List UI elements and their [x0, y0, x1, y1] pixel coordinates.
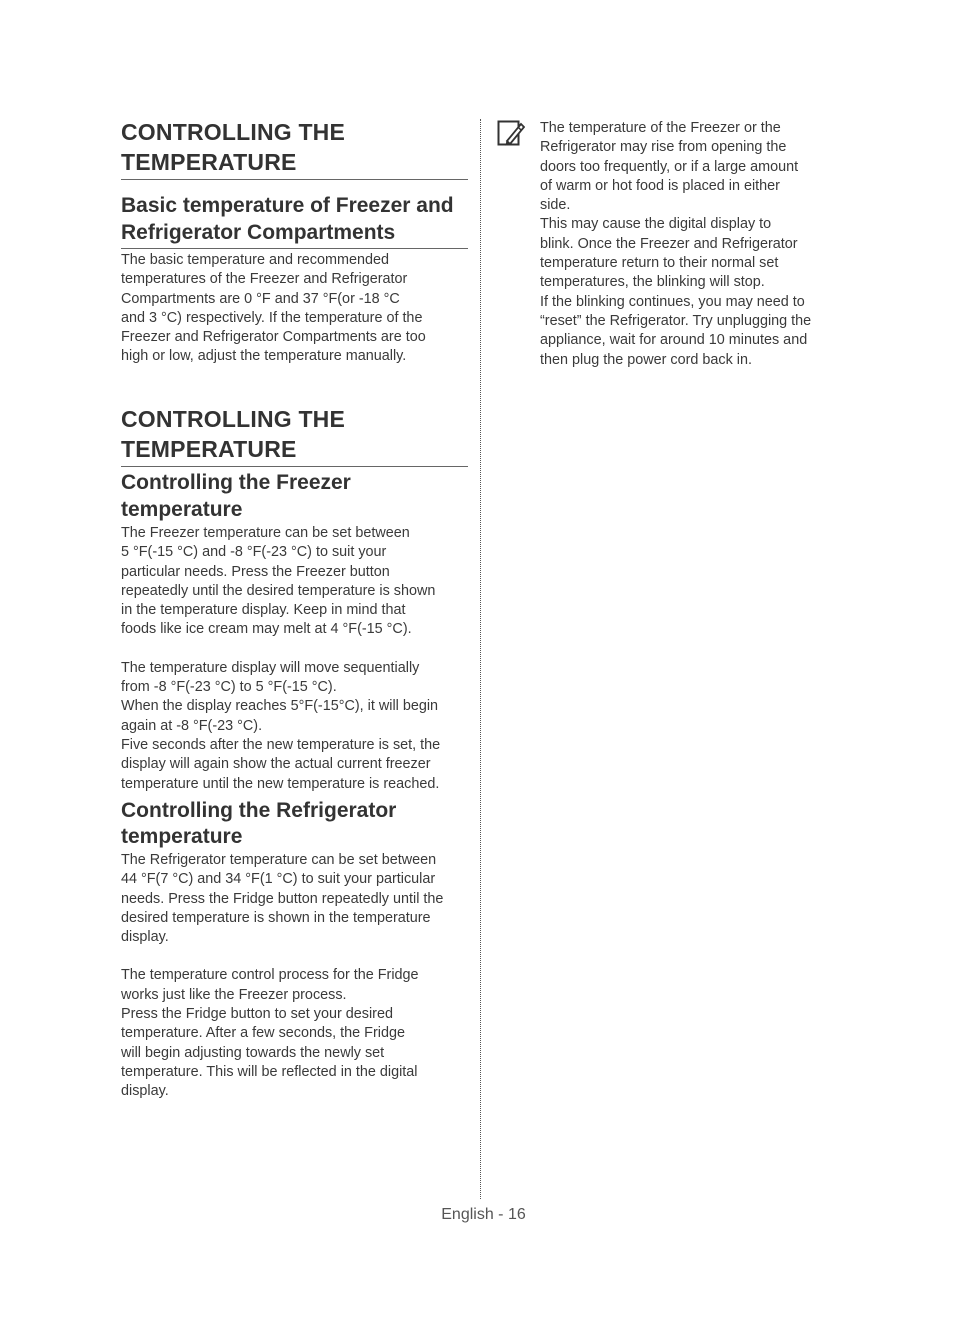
section-subheading: Controlling the Freezer temperature: [121, 471, 351, 521]
section-body: The temperature control process for the Fridge works just like the Freezer process. Press the Fridge button to set your desired temperature. After a few seconds, the Fridge will begin adjusting towards the newly set temperature. This will be reflected in the digital display.: [121, 967, 419, 1100]
page-number: English - 16: [441, 1206, 526, 1223]
section-heading: CONTROLLING THE TEMPERATURE: [121, 117, 468, 180]
note-text: The temperature of the Freezer or the Refrigerator may rise from opening the doors too frequently, or if a large amount of warm or hot food is placed in either side. This may cause the digital display to blink. Once the Freezer and Refrigerator temperature return to their normal set temperatures, the blinking will stop. If the blinking continues, you may need to “reset” the Refrigerator. Try unplugging the appliance, wait for around 10 minutes and then plug the power cord back in.: [540, 120, 812, 368]
section-basic-temperature: [121, 117, 468, 367]
section-heading: CONTROLLING THE TEMPERATURE: [121, 404, 468, 467]
note-pencil-icon: [497, 119, 525, 147]
section-body: The Refrigerator temperature can be set between 44 °F(7 °C) and 34 °F(1 °C) to suit your particular needs. Press the Fridge button repeatedly until the desired temperature is shown in the temperature display.: [121, 852, 444, 946]
section-body: The basic temperature and recommended temperatures of the Freezer and Refrigerator Compartments are 0 °F and 37 °F(or -18 °C and 3 °C) respectively. If the temperature of the Freezer and Refrigerator Compartments are too high or low, adjust the temperature manually.: [121, 252, 426, 365]
section-body: The Freezer temperature can be set between 5 °F(-15 °C) and -8 °F(-23 °C) to suit your particular needs. Press the Freezer button repeatedly until the desired temperature is shown in the temperature display. Keep in mind that foods like ice cream may melt at 4 °F(-15 °C).: [121, 525, 436, 638]
section-subheading: Basic temperature of Freezer and Refrigerator Compartments: [121, 192, 468, 249]
section-subheading: Controlling the Refrigerator temperature: [121, 799, 397, 848]
section-refrigerator-temperature: [121, 798, 468, 1102]
section-freezer-temperature: [121, 404, 468, 794]
note-box: [497, 119, 842, 370]
section-body: The temperature display will move sequentially from -8 °F(-23 °C) to 5 °F(-15 °C). When the display reaches 5°F(-15°C), it will begin again at -8 °F(-23 °C). Five seconds after the new temperature is set, the display will again show the actual current freezer temperature until the new temperature is reached.: [121, 659, 441, 792]
column-divider: [480, 119, 481, 1199]
